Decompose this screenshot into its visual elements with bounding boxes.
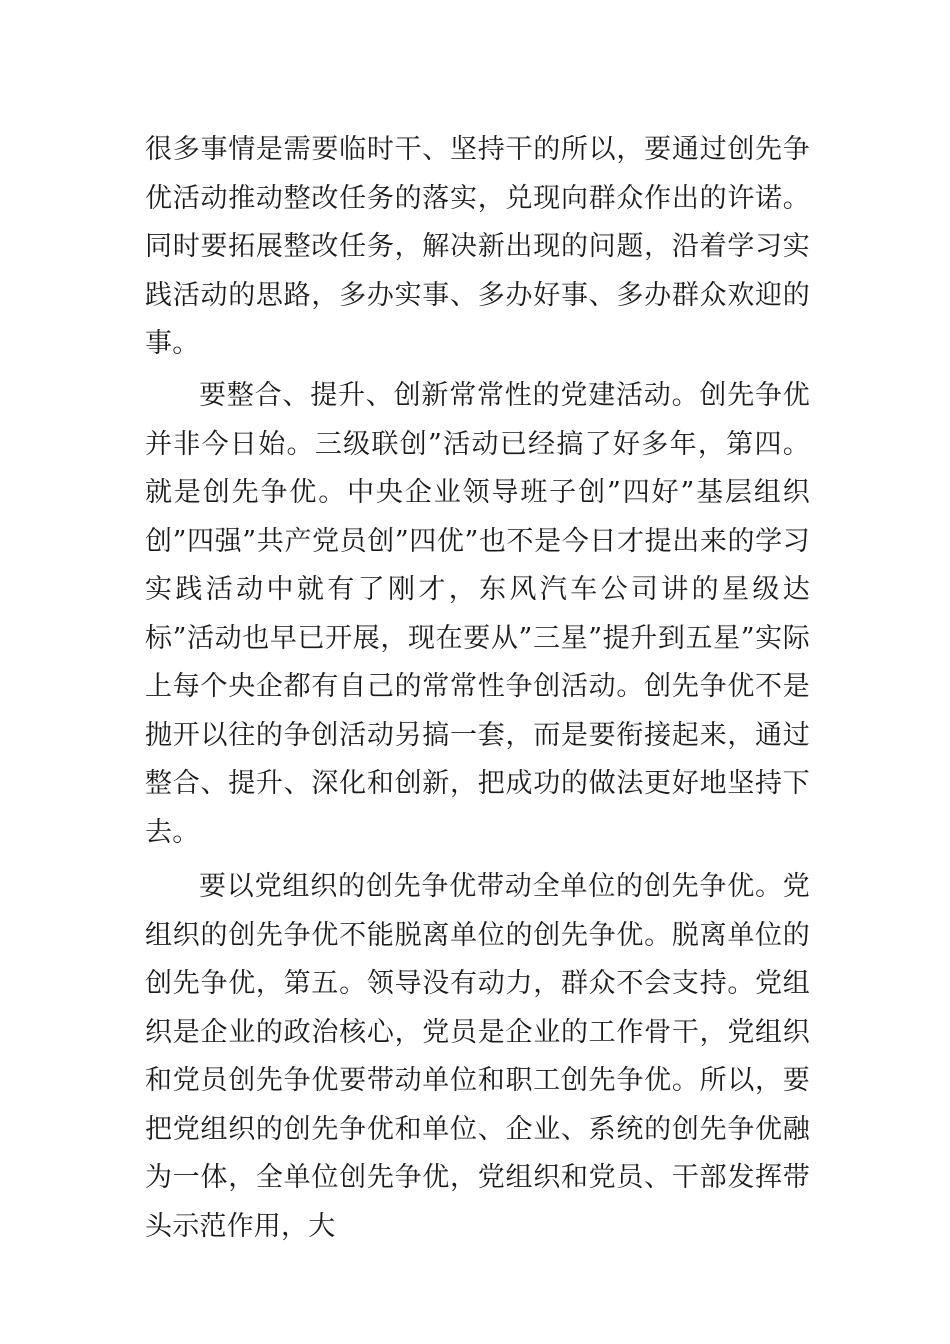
paragraph-party-building-activities: 要整合、提升、创新常常性的党建活动。创先争优并非今日始。三级联创”活动已经搞了好多年，第四。就是创先争优。中央企业领导班子创”四好”基层组织创”四强”共产党员创”四优”也不是今日才提出来的学习实践活动中就有了刚才，东风汽车公司讲的星级达标”活动也早已开展，现在要从”三星”提升到五星”实际上每个央企都有自己的常常性争创活动。创先争优不是抛开以往的争创活动另搞一套，而是要衔接起来，通过整合、提升、深化和创新，把成功的做法更好地坚持下去。 — [145, 380, 810, 848]
paragraph-party-organization-leading: 要以党组织的创先争优带动全单位的创先争优。党组织的创先争优不能脱离单位的创先争优。脱离单位的创先争优，第五。领导没有动力，群众不会支持。党组织是企业的政治核心，党员是企业的工作骨干，党组织和党员创先争优要带动单位和职工创先争优。所以，要把党组织的创先争优和单位、企业、系统的创先争优融为一体，全单位创先争优，党组织和党员、干部发挥带头示范作用，大 — [145, 871, 810, 1242]
paragraph-continuation: 很多事情是需要临时干、坚持干的所以，要通过创先争优活动推动整改任务的落实，兑现向群众作出的许诺。同时要拓展整改任务，解决新出现的问题，沿着学习实践活动的思路，多办实事、多办好事、多办群众欢迎的事。 — [145, 134, 810, 359]
